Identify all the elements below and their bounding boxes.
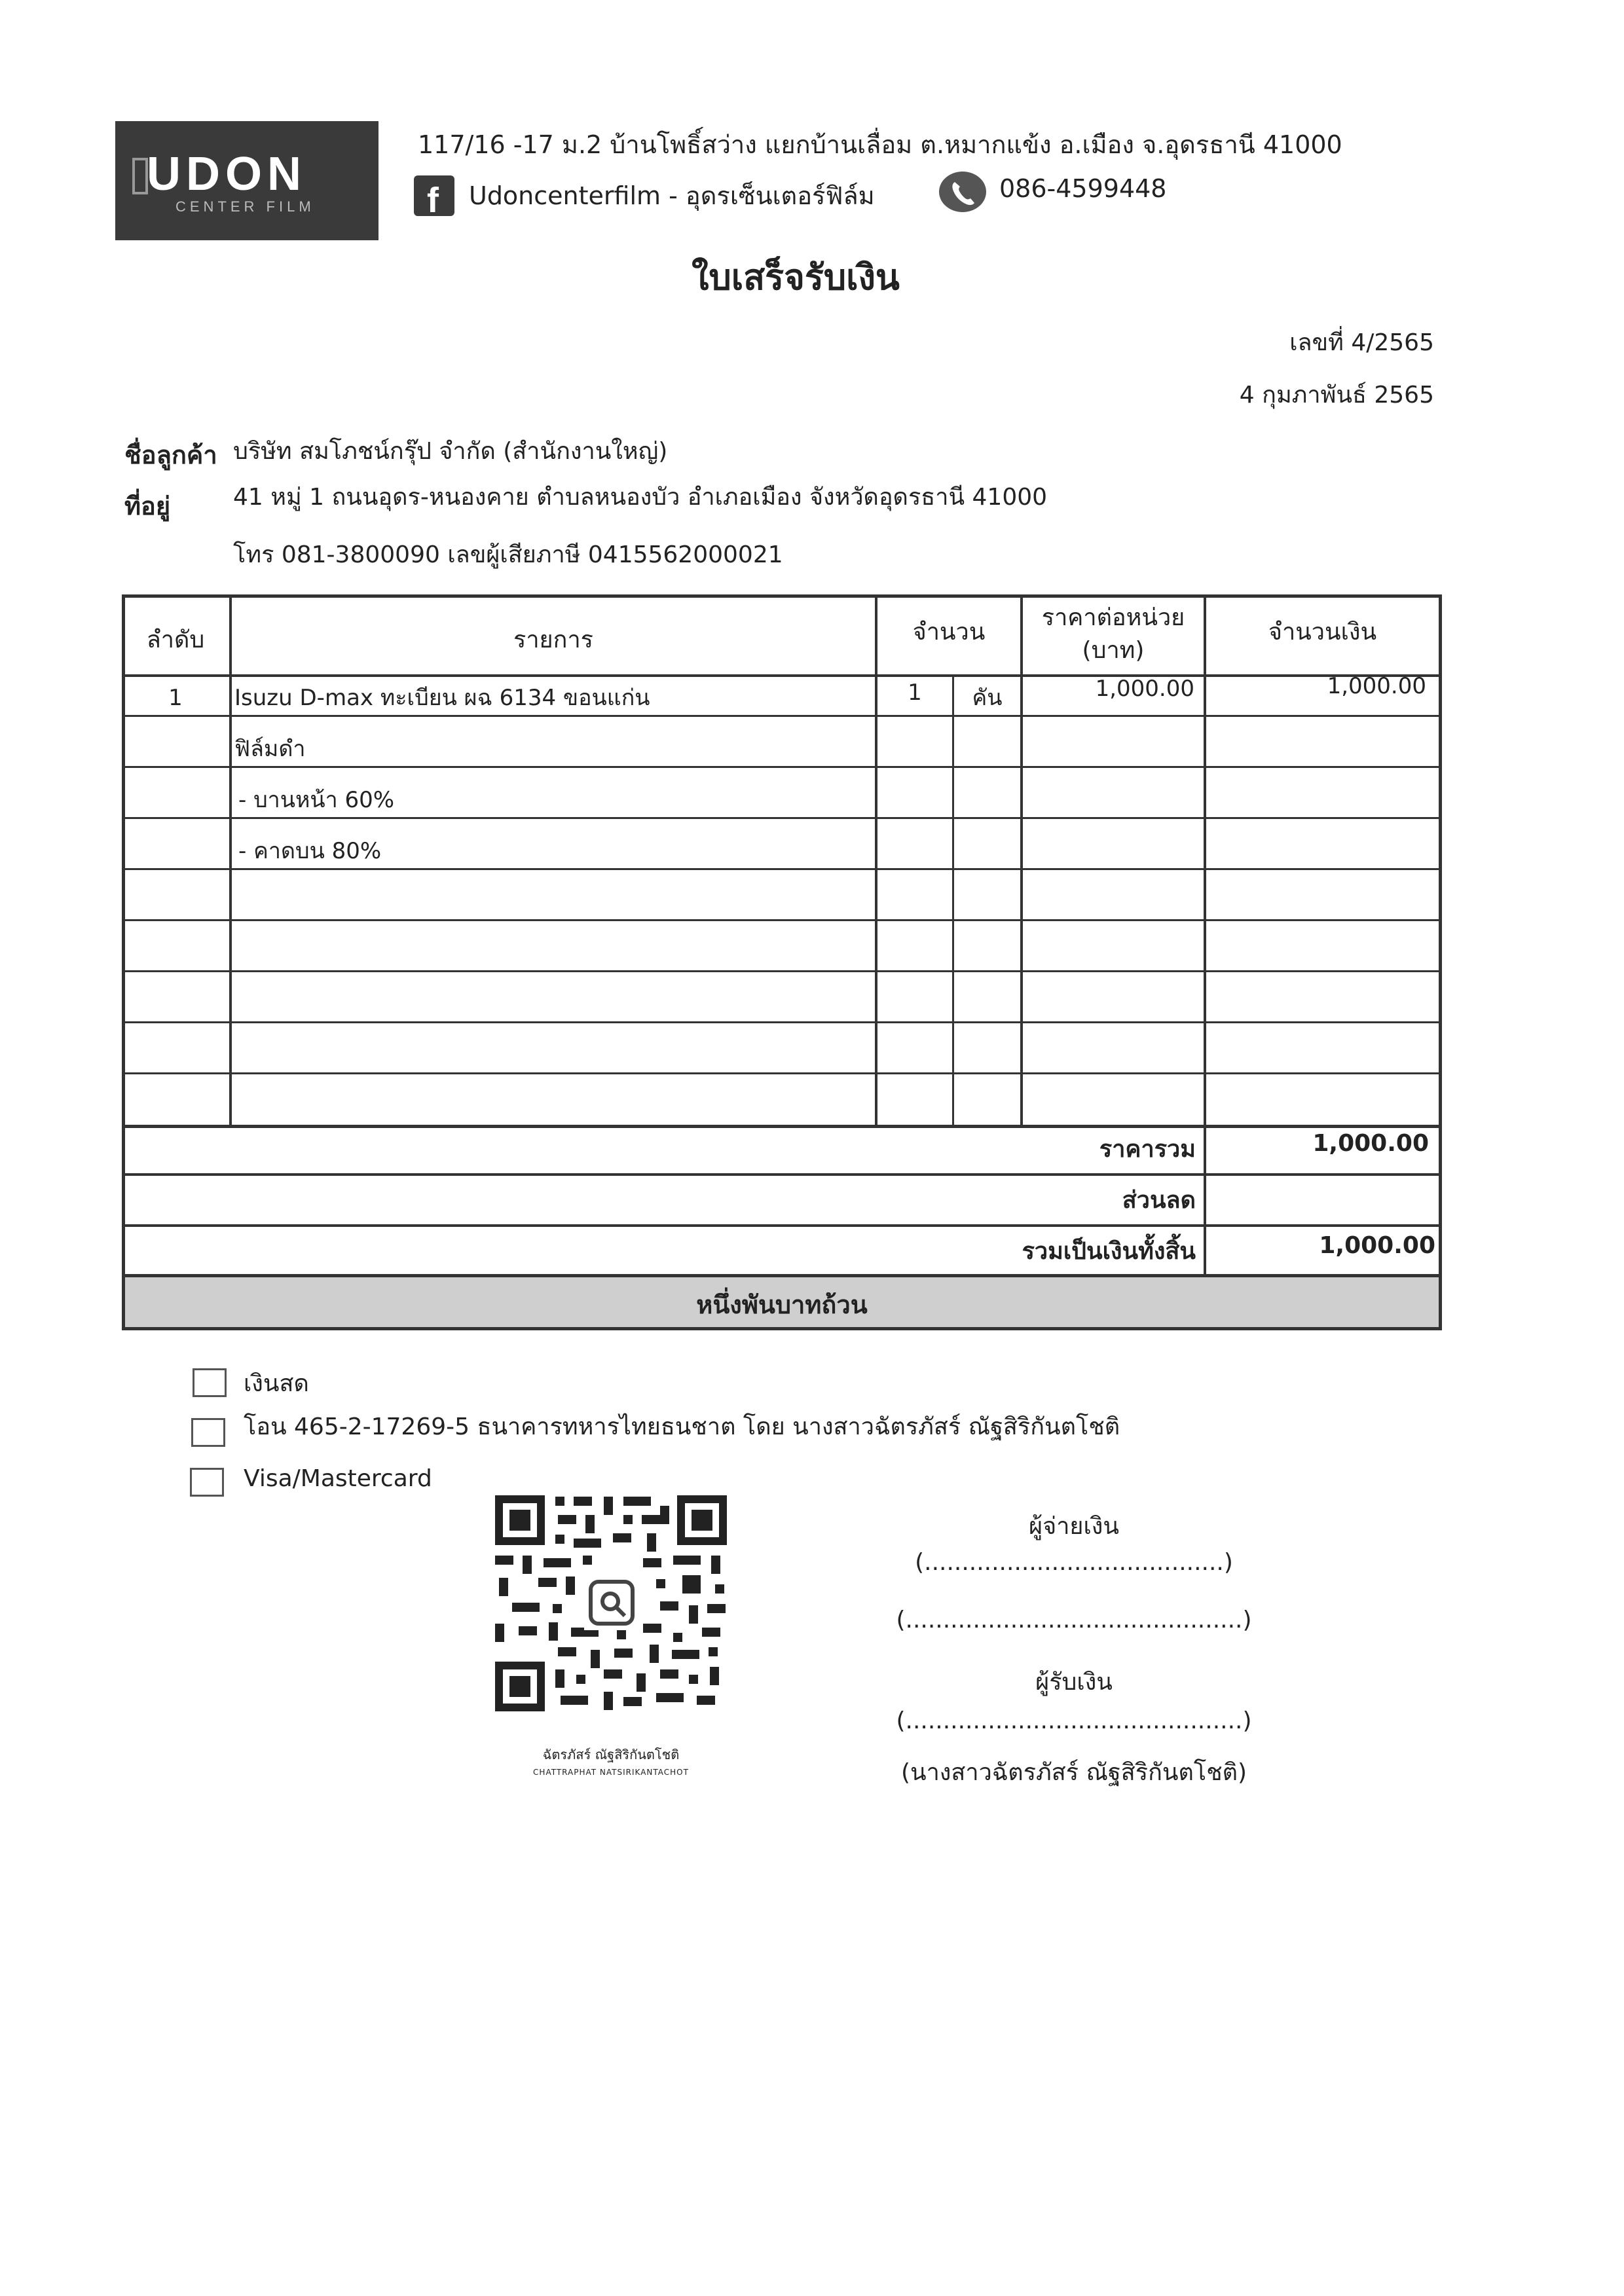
header-item: รายการ [513,627,593,653]
row-4-item: - คาดบน 80% [238,838,382,864]
row-1-unit: คัน [972,685,1003,711]
header-no: ลำดับ [146,627,205,653]
cash-label: เงินสด [244,1370,309,1397]
phone-icon [939,172,986,212]
header-amount: จำนวนเงิน [1268,619,1377,646]
row-2-item: ฟิล์มดำ [234,736,306,762]
row-3-item: - บานหน้า 60% [238,787,395,813]
transfer-label: โอน 465-2-17269-5 ธนาคารทหารไทยธนชาต โดย นางสาวฉัตรภัสร์ ณัฐสิริกันตโชติ [244,1413,1120,1440]
payer-label: ผู้จ่ายเงิน [1029,1513,1119,1540]
payment-qr-code [492,1493,729,1715]
facebook-page-name: Udoncenterfilm - อุดรเซ็นเตอร์ฟิล์ม [469,181,875,210]
customer-address: 41 หมู่ 1 ถนนอุดร-หนองคาย ตำบลหนองบัว อำเภอเมือง จังหวัดอุดรธานี 41000 [233,484,1048,511]
qr-caption-thai: ฉัตรภัสร์ ณัฐสิริกันตโชติ [542,1747,680,1762]
customer-name-label: ชื่อลูกค้า [124,441,217,469]
company-phone: 086-4599448 [999,174,1167,203]
items-table [122,594,1442,1330]
document-title: ใบเสร็จรับเงิน [692,257,900,298]
logo-sub-text: CENTER FILM [175,198,315,215]
header-unit-price-unit: (บาท) [1082,637,1145,664]
payer-name-line: (.............................................) [896,1607,1252,1633]
row-1-qty: 1 [908,680,922,706]
receiver-label: ผู้รับเงิน [1035,1669,1113,1696]
cash-checkbox[interactable] [193,1368,227,1397]
customer-address-label: ที่อยู่ [124,492,171,520]
subtotal-label: ราคารวม [1099,1136,1196,1163]
row-1-amount: 1,000.00 [1327,673,1426,699]
card-label: Visa/Mastercard [244,1465,432,1492]
row-1-price: 1,000.00 [1095,676,1194,702]
svg-text:f: f [427,181,439,216]
header-unit-price: ราคาต่อหน่วย [1041,604,1185,631]
customer-contact: โทร 081-3800090 เลขผู้เสียภาษี 0415562000021 [233,541,783,568]
total-in-words: หนึ่งพันบาทถ้วน [696,1290,868,1319]
header-qty: จำนวน [912,619,986,646]
card-checkbox[interactable] [190,1468,224,1497]
receiver-name: (นางสาวฉัตรภัสร์ ณัฐสิริกันตโชติ) [900,1759,1247,1786]
total-value: 1,000.00 [1319,1232,1435,1259]
customer-name: บริษัท สมโภชน์กรุ๊ป จำกัด (สำนักงานใหญ่) [233,438,668,465]
discount-label: ส่วนลด [1122,1187,1196,1214]
qr-caption-english: CHATTRAPHAT NATSIRIKANTACHOT [533,1768,689,1777]
subtotal-value: 1,000.00 [1312,1130,1429,1157]
receiver-signature-line: (.............................................) [896,1707,1252,1734]
transfer-checkbox[interactable] [191,1418,225,1447]
document-number: เลขที่ 4/2565 [1289,329,1434,356]
facebook-icon [414,175,454,216]
logo-main-text: UDON [147,148,306,200]
document-date: 4 กุมภาพันธ์ 2565 [1239,382,1434,409]
row-1-no: 1 [168,685,183,711]
total-label: รวมเป็นเงินทั้งสิ้น [1022,1238,1196,1265]
company-logo [115,121,378,240]
row-1-item: Isuzu D-max ทะเบียน ผฉ 6134 ขอนแก่น [234,685,650,711]
payer-signature-line: (........................................) [915,1549,1233,1576]
company-address: 117/16 -17 ม.2 บ้านโพธิ์สว่าง แยกบ้านเลื่อม ต.หมากแข้ง อ.เมือง จ.อุดรธานี 41000 [418,130,1342,159]
